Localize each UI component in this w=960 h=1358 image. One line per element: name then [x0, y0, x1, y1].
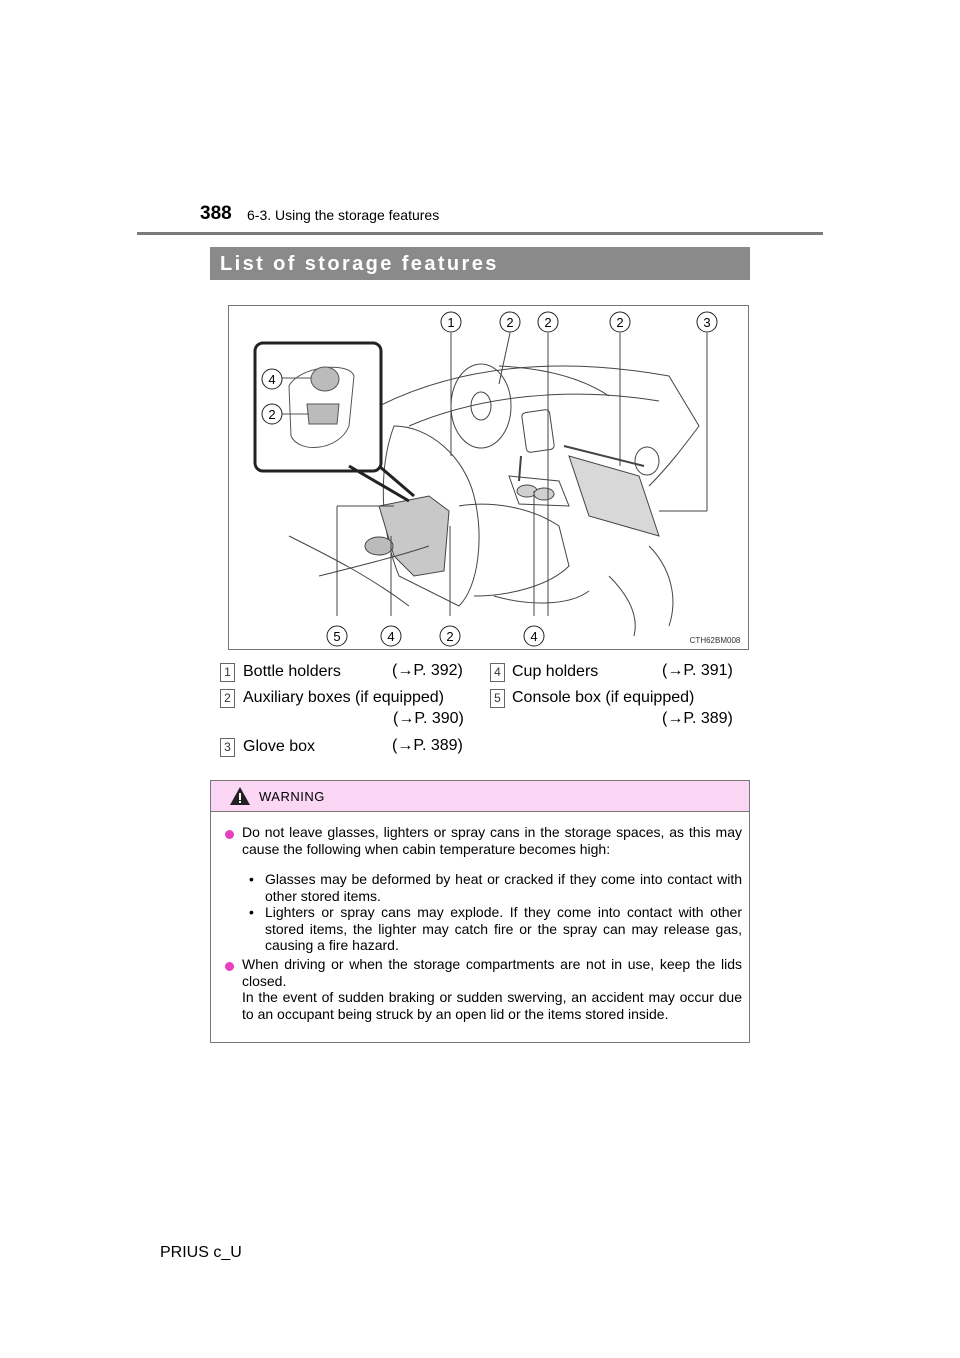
svg-text:2: 2: [506, 315, 514, 330]
warning-sub-1: Glasses may be deformed by heat or cracked if they come into contact with other stored items.: [265, 871, 742, 904]
svg-text:2: 2: [544, 315, 552, 330]
callout-2-inset: [262, 404, 282, 424]
item-number: 2: [220, 689, 235, 708]
arrow-icon: →: [667, 710, 684, 727]
sub-bullet-icon: •: [249, 871, 254, 887]
warning-label: WARNING: [259, 789, 325, 804]
item-label: Auxiliary boxes (if equipped): [243, 689, 444, 706]
page-reference: (→P. 391): [662, 662, 733, 679]
item-label: Glove box: [243, 738, 316, 755]
warning-bullet-2-continued: In the event of sudden braking or sudden swerving, an accident may occur due to an occupant being struck by an open lid or the items stored inside.: [242, 989, 742, 1022]
bullet-icon: [225, 962, 234, 971]
svg-text:4: 4: [387, 629, 395, 644]
callout-2-bottom: [440, 626, 460, 646]
svg-text:4: 4: [530, 629, 538, 644]
warning-sub-2: Lighters or spray cans may explode. If they come into contact with other stored items, the lighter may catch fire or the spray can may release gas, causing a fire hazard.: [265, 904, 742, 953]
callout-4-bottom-a: [381, 626, 401, 646]
callout-4-inset: [262, 369, 282, 389]
page-number: 388: [200, 203, 232, 224]
warning-triangle-icon: [229, 786, 251, 806]
svg-text:2: 2: [616, 315, 624, 330]
arrow-icon: →: [667, 662, 684, 679]
svg-text:3: 3: [703, 315, 711, 330]
item-number: 1: [220, 663, 235, 682]
callout-1-top: [441, 312, 461, 332]
callout-2-top-a: [500, 312, 520, 332]
figure-code: CTH62BM008: [689, 636, 741, 645]
steering-wheel: [451, 364, 511, 448]
item-label: Bottle holders: [243, 663, 341, 680]
warning-bullet-1: Do not leave glasses, lighters or spray cans in the storage spaces, as this may cause the following when cabin temperature becomes high:: [242, 824, 742, 857]
item-number: 4: [490, 663, 505, 682]
svg-text:5: 5: [333, 629, 341, 644]
storage-figure: [228, 305, 749, 650]
page-reference: (→P. 392): [392, 662, 463, 679]
console-box-shape: [379, 496, 449, 576]
footer-model: PRIUS c_U: [160, 1244, 242, 1261]
page-reference: (→P. 389): [392, 737, 463, 754]
svg-text:1: 1: [447, 315, 455, 330]
header-divider: [137, 232, 823, 235]
page-reference: (→P. 389): [662, 710, 733, 727]
inset-detail: [255, 343, 414, 501]
arrow-icon: →: [397, 662, 414, 679]
callout-5-bottom: [327, 626, 347, 646]
warning-bullet-2: When driving or when the storage compartments are not in use, keep the lids closed.: [242, 956, 742, 989]
item-label: Cup holders: [512, 663, 599, 680]
item-number: 5: [490, 689, 505, 708]
car-interior-illustration: [229, 306, 748, 649]
arrow-icon: →: [398, 710, 415, 727]
item-number: 3: [220, 738, 235, 757]
section-title: 6-3. Using the storage features: [247, 207, 440, 223]
item-label: Console box (if equipped): [512, 689, 695, 706]
dashboard-line: [379, 366, 699, 486]
callout-2-top-c: [610, 312, 630, 332]
page-title: List of storage features: [210, 247, 750, 280]
warning-header: [211, 781, 749, 812]
svg-text:2: 2: [446, 629, 454, 644]
svg-text:4: 4: [268, 372, 276, 387]
svg-text:2: 2: [268, 407, 276, 422]
sub-bullet-icon: •: [249, 904, 254, 920]
glove-box-shape: [569, 456, 659, 536]
callout-3-top: [697, 312, 717, 332]
warning-box: [210, 780, 750, 1043]
bullet-icon: [225, 830, 234, 839]
callout-2-top-b: [538, 312, 558, 332]
callout-4-bottom-b: [524, 626, 544, 646]
arrow-icon: →: [397, 737, 414, 754]
page-reference: (→P. 390): [393, 710, 464, 727]
